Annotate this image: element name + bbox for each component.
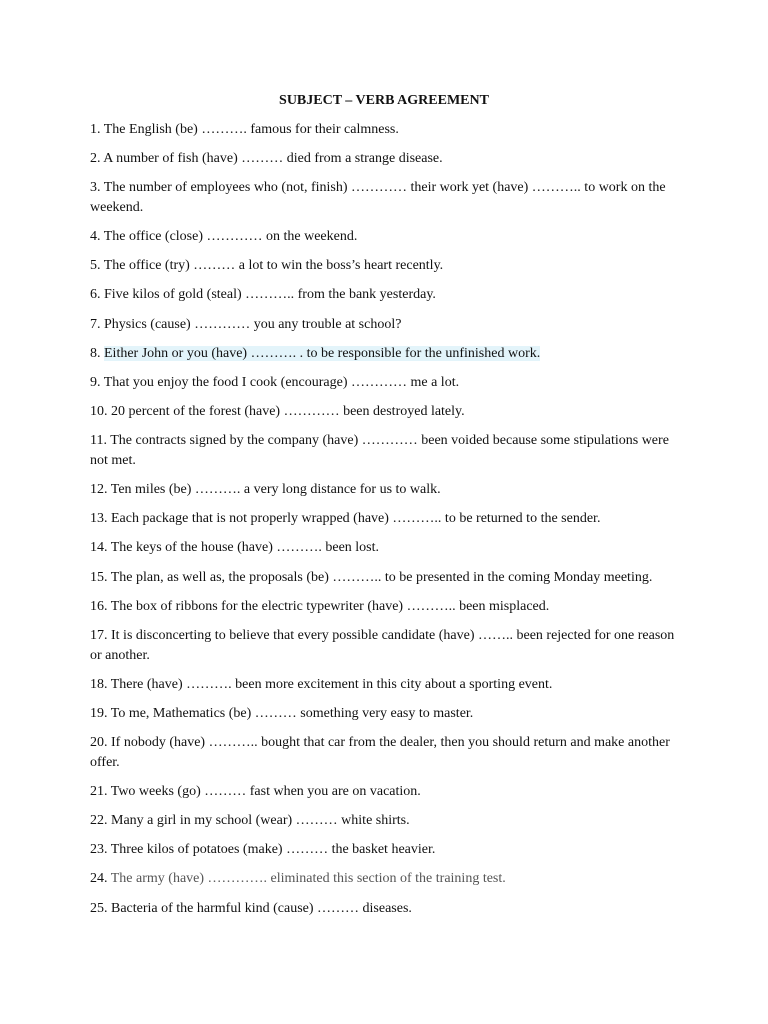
question-number: 3.: [90, 180, 101, 196]
question-item: [90, 402, 680, 422]
question-text: The army (have) …………. eliminated this section of the training test.: [110, 871, 506, 887]
question-text: If nobody (have) ……….. bought that car from the dealer, then you should return and make another offer.: [90, 735, 670, 770]
question-number: 16.: [90, 598, 108, 614]
question-text: Bacteria of the harmful kind (cause) ……… diseases.: [111, 900, 412, 916]
question-number: 19.: [90, 705, 108, 721]
question-item: [90, 840, 680, 860]
question-number: 21.: [90, 783, 108, 799]
question-number: 24.: [90, 871, 108, 887]
question-item: [90, 782, 680, 802]
question-number: 4.: [90, 229, 101, 245]
question-text: The box of ribbons for the electric typewriter (have) ……….. been misplaced.: [110, 598, 550, 614]
question-text: Physics (cause) ………… you any trouble at school?: [104, 316, 402, 332]
question-item: [90, 373, 680, 393]
question-number: 12.: [90, 482, 108, 498]
question-text: Ten miles (be) ………. a very long distance for us to walk.: [110, 482, 441, 498]
question-text: The office (close) ………… on the weekend.: [103, 229, 358, 245]
question-text: The number of employees who (not, finish) ………… their work yet (have) ……….. to work on the weekend.: [90, 180, 666, 215]
question-number: 13.: [90, 511, 108, 527]
question-item: [90, 538, 680, 558]
question-item: [90, 149, 680, 169]
question-text: There (have) ………. been more excitement in this city about a sporting event.: [110, 676, 553, 692]
question-number: 8.: [90, 345, 101, 361]
question-item: [90, 899, 680, 919]
question-number: 18.: [90, 676, 108, 692]
question-text: It is disconcerting to believe that every possible candidate (have) …….. been rejected for one reason or another.: [90, 628, 675, 663]
question-text: Five kilos of gold (steal) ……….. from the bank yesterday.: [104, 287, 436, 303]
question-item: [90, 178, 680, 217]
question-number: 17.: [90, 628, 108, 643]
question-item: [90, 626, 680, 665]
question-item: [90, 704, 680, 724]
question-number: 5.: [90, 258, 101, 274]
question-number: 15.: [90, 569, 108, 585]
question-number: 23.: [90, 842, 108, 858]
question-item: [90, 675, 680, 695]
question-item-highlighted: [90, 344, 680, 364]
question-number: 2.: [90, 151, 101, 167]
question-text: The keys of the house (have) ………. been lost.: [110, 540, 380, 556]
question-text: Each package that is not properly wrapped (have) ……….. to be returned to the sender.: [111, 511, 601, 527]
document-title: SUBJECT – VERB AGREEMENT: [279, 93, 489, 108]
question-item: [90, 480, 680, 500]
question-number: 6.: [90, 287, 101, 303]
question-text: The office (try) ……… a lot to win the boss’s heart recently.: [103, 258, 444, 274]
question-number: 9.: [90, 375, 101, 390]
question-text: Two weeks (go) ……… fast when you are on vacation.: [110, 783, 421, 799]
question-item: [90, 227, 680, 247]
question-item: [90, 431, 680, 470]
question-number: 14.: [90, 540, 108, 556]
question-item: [90, 120, 680, 140]
question-text: To me, Mathematics (be) ……… something very easy to master.: [110, 705, 474, 721]
question-text: 20 percent of the forest (have) ………… been destroyed lately.: [111, 404, 465, 420]
question-number: 10.: [90, 404, 108, 420]
question-text: That you enjoy the food I cook (encourage) ………… me a lot.: [103, 375, 460, 390]
question-text: Either John or you (have) ………. . to be responsible for the unfinished work.: [104, 345, 541, 361]
question-item: [90, 285, 680, 305]
question-text: The English (be) ………. famous for their calmness.: [103, 122, 399, 137]
question-number: 1.: [90, 122, 101, 137]
question-item: [90, 568, 680, 588]
question-item: [90, 811, 680, 831]
question-number: 7.: [90, 316, 101, 332]
question-list: [90, 120, 680, 928]
question-item: [90, 869, 680, 889]
question-number: 25.: [90, 900, 108, 916]
question-item: [90, 509, 680, 529]
question-number: 20.: [90, 735, 108, 751]
question-item: [90, 256, 680, 276]
question-text: The contracts signed by the company (have) ………… been voided because some stipulations were not met.: [90, 433, 669, 468]
question-item: [90, 315, 680, 335]
question-text: The plan, as well as, the proposals (be) ……….. to be presented in the coming Monday meeting.: [110, 569, 653, 585]
question-text: A number of fish (have) ……… died from a strange disease.: [103, 151, 443, 167]
question-item: [90, 733, 680, 772]
question-text: Many a girl in my school (wear) ……… white shirts.: [111, 812, 410, 828]
question-number: 22.: [90, 812, 108, 828]
question-text: Three kilos of potatoes (make) ……… the basket heavier.: [110, 842, 436, 858]
question-number: 11.: [90, 433, 107, 449]
question-item: [90, 597, 680, 617]
